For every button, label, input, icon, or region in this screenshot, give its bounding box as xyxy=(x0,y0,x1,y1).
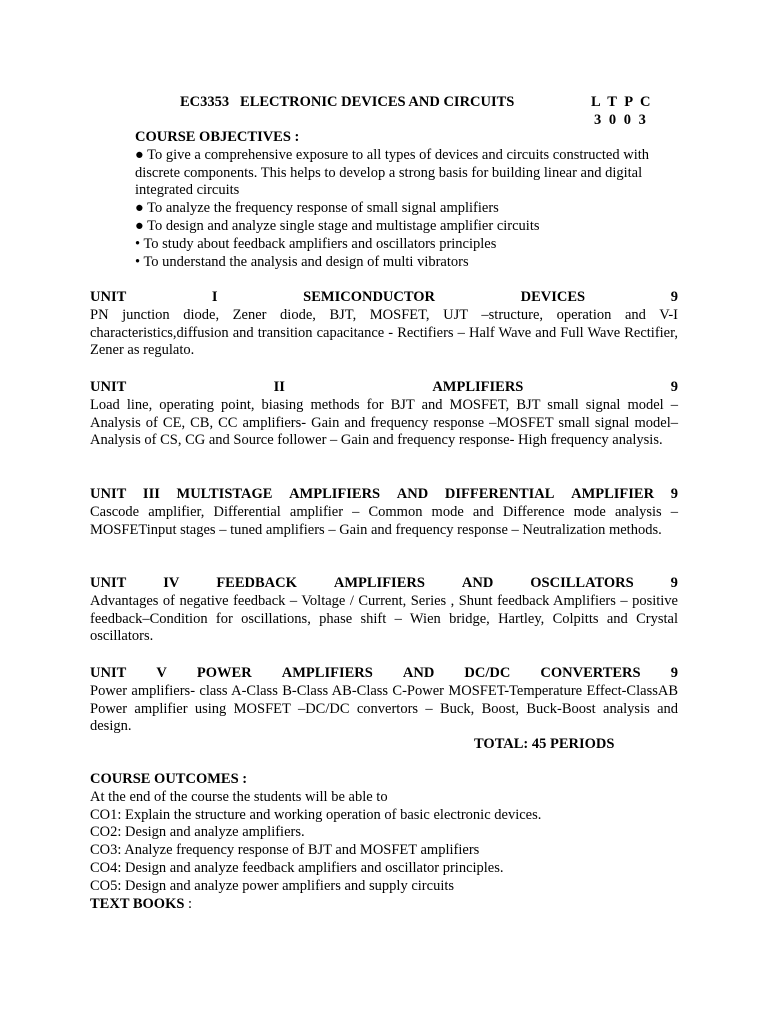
unit-2 xyxy=(90,379,678,450)
unit-title-part: IV xyxy=(163,575,180,591)
outcome-item: CO3: Analyze frequency response of BJT and MOSFET amplifiers xyxy=(90,842,480,859)
objective-item: ● To analyze the frequency response of small signal amplifiers xyxy=(135,200,499,217)
course-objectives xyxy=(135,129,680,271)
unit-title-part: DIFFERENTIAL xyxy=(444,486,555,502)
unit-title-part: UNIT xyxy=(90,575,127,591)
unit-title-part: AMPLIFIERS xyxy=(432,379,524,395)
unit-title-part: AND xyxy=(461,575,494,591)
course-outcomes xyxy=(90,771,690,913)
unit-content: Power amplifiers- class A-Class B-Class AB-Class C-Power MOSFET-Temperature Effect-ClassAB Power amplifier using MOSFET –DC/DC convertors – Buck, Boost, Buck-Boost analysis and design. xyxy=(90,682,678,735)
unit-1 xyxy=(90,289,678,360)
unit-content: Load line, operating point, biasing methods for BJT and MOSFET, BJT small signal model – Analysis of CE, CB, CC amplifiers- Gain and frequency response –MOSFET small signal model–Analysis of CS, CG and Source follower – Gain and frequency response- High frequency analysis. xyxy=(90,396,678,449)
outcomes-intro: At the end of the course the students will be able to xyxy=(90,788,388,805)
unit-title-part: CONVERTERS xyxy=(540,665,641,681)
unit-title-part: AMPLIFIERS xyxy=(333,575,425,591)
unit-title-part: FEEDBACK xyxy=(216,575,297,591)
unit-title xyxy=(90,486,678,504)
unit-title xyxy=(90,289,678,307)
unit-title-part: DC/DC xyxy=(464,665,511,681)
unit-title-part: SEMICONDUCTOR xyxy=(303,289,436,305)
unit-title-part: 9 xyxy=(670,575,678,591)
unit-title-part: 9 xyxy=(670,665,678,681)
unit-title-part: AND xyxy=(402,665,435,681)
unit-title-part: UNIT xyxy=(90,379,127,395)
text-books-suffix: : xyxy=(184,895,193,912)
outcome-item: CO5: Design and analyze power amplifiers and supply circuits xyxy=(90,877,455,894)
unit-title-part: UNIT xyxy=(90,486,127,502)
text-books-heading-line xyxy=(90,896,690,914)
unit-title-part: POWER xyxy=(196,665,252,681)
unit-title-part: UNIT xyxy=(90,665,127,681)
unit-title-part: AMPLIFIERS xyxy=(281,665,373,681)
unit-title-part: II xyxy=(273,379,285,395)
outcome-item: CO1: Explain the structure and working operation of basic electronic devices. xyxy=(90,806,542,823)
unit-title-part: 9 xyxy=(670,289,678,305)
unit-title-part: AND xyxy=(396,486,429,502)
unit-content: Cascode amplifier, Differential amplifier – Common mode and Difference mode analysis – MOSFETinput stages – tuned amplifiers – Gain and frequency response – Neutralization methods. xyxy=(90,503,678,538)
unit-title-part: OSCILLATORS xyxy=(530,575,634,591)
unit-title xyxy=(90,665,678,683)
text-books-heading: TEXT BOOKS xyxy=(90,895,185,912)
unit-title-part: UNIT xyxy=(90,289,127,305)
unit-title-part: I xyxy=(211,289,218,305)
objectives-heading: COURSE OBJECTIVES : xyxy=(135,129,300,145)
outcome-item: CO2: Design and analyze amplifiers. xyxy=(90,824,305,841)
course-code-title: EC3353 ELECTRONIC DEVICES AND CIRCUITS xyxy=(180,94,515,110)
unit-title-part: III xyxy=(142,486,160,502)
unit-title-part: V xyxy=(156,665,167,681)
unit-3 xyxy=(90,486,678,539)
ltpc-values: 3 0 0 3 xyxy=(594,112,648,128)
unit-title-part: 9 xyxy=(670,486,678,502)
objective-item: • To understand the analysis and design of multi vibrators xyxy=(135,253,469,270)
unit-title-part: MULTISTAGE xyxy=(176,486,273,502)
outcomes-heading: COURSE OUTCOMES : xyxy=(90,771,248,787)
ltpc-label: L T P C xyxy=(591,94,653,110)
course-header xyxy=(180,94,653,112)
total-periods: TOTAL: 45 PERIODS xyxy=(474,736,615,752)
unit-title xyxy=(90,379,678,397)
unit-title-part: AMPLIFIER xyxy=(571,486,655,502)
unit-title-part: DEVICES xyxy=(520,289,586,305)
unit-title-part: 9 xyxy=(670,379,678,395)
unit-content: PN junction diode, Zener diode, BJT, MOSFET, UJT –structure, operation and V-I characteristics,diffusion and transition capacitance - Rectifiers – Half Wave and Full Wave Rectifier, Zener as regulato. xyxy=(90,306,678,359)
objective-item: ● To give a comprehensive exposure to all types of devices and circuits constructed with discrete components. This helps to develop a strong basis for building linear and digital integrated circuits xyxy=(135,146,650,199)
unit-5 xyxy=(90,665,678,736)
unit-title-part: AMPLIFIERS xyxy=(289,486,381,502)
outcome-item: CO4: Design and analyze feedback amplifiers and oscillator principles. xyxy=(90,859,504,876)
unit-4 xyxy=(90,575,678,646)
objective-item: • To study about feedback amplifiers and oscillators principles xyxy=(135,235,497,252)
objective-item: ● To design and analyze single stage and multistage amplifier circuits xyxy=(135,217,540,234)
unit-content: Advantages of negative feedback – Voltage / Current, Series , Shunt feedback Amplifiers – positive feedback–Condition for oscillations, phase shift – Wien bridge, Hartley, Colpitts and Crystal oscillators. xyxy=(90,592,678,645)
unit-title xyxy=(90,575,678,593)
